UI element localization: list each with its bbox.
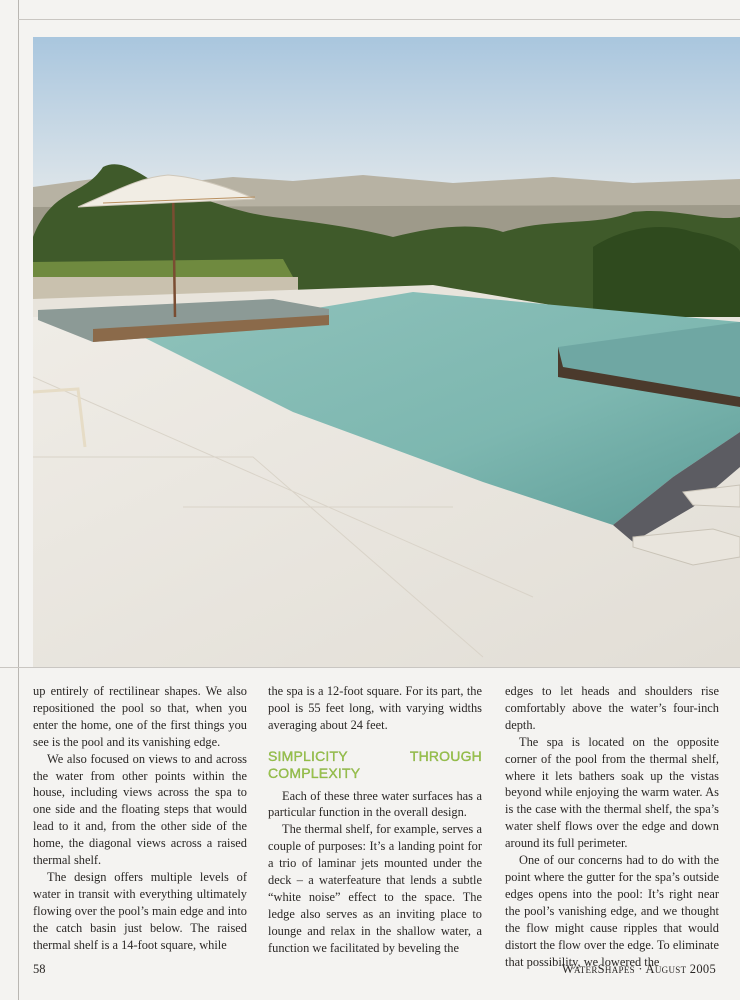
text-column-1: [33, 683, 247, 954]
page-number: 58: [33, 962, 46, 976]
page-trim-line: [18, 0, 19, 1000]
paragraph: Each of these three water surfaces has a particular function in the overall design.: [268, 788, 482, 820]
photo-bottom-rule: [0, 667, 740, 668]
paragraph: edges to let heads and shoulders rise comfortably above the water’s four-inch depth.: [505, 684, 719, 732]
paragraph: The design offers multiple levels of water in transit with everything ultimately flowing over the pool’s main edge and into the catch basin just below. The raised thermal shelf is a 14-foot square, while: [33, 869, 247, 952]
paragraph: The spa is located on the opposite corner of the pool from the thermal shelf, where it lets bathers soak up the vistas beyond while enjoying the warm water. As is the case with the thermal shelf, the spa’s water shelf flows over the edge and down around its full perimeter.: [505, 734, 719, 851]
text-column-2: [268, 683, 482, 957]
magazine-folio: WaterShapes · August 2005: [561, 962, 716, 976]
pool-photo: [33, 37, 740, 667]
paragraph: One of our concerns had to do with the point where the gutter for the spa’s outside edges opens into the pool: It’s right near the pool’s vanishing edge, and we thought the flow might cause ripples that would distort the flow over the edge. To eliminate that possibility, we lowered the: [505, 853, 719, 969]
text-column-3: [505, 683, 719, 970]
paragraph: the spa is a 12-foot square. For its part, the pool is 55 feet long, with varying widths averaging about 24 feet.: [268, 684, 482, 732]
paragraph: The thermal shelf, for example, serves a couple of purposes: It’s a landing point for a trio of laminar jets mounted under the deck – a waterfeature that lends a subtle “white noise” effect to the space. The ledge also serves as an inviting place to lounge and relax in the shallow water, a function we facilitated by beveling the: [268, 822, 482, 955]
paragraph: We also focused on views to and across the water from other points within the house, including views across the spa to one side and the floating steps that would lead to it and, from the other side of the home, the diagonal views across a raised thermal shelf.: [33, 751, 247, 868]
top-rule: [18, 19, 740, 20]
section-subhead: SIMPLICITY THROUGH COMPLEXITY: [268, 747, 482, 781]
paragraph: up entirely of rectilinear shapes. We also repositioned the pool so that, when you enter the home, one of the first things you see is the pool and its vanishing edge.: [33, 684, 247, 749]
